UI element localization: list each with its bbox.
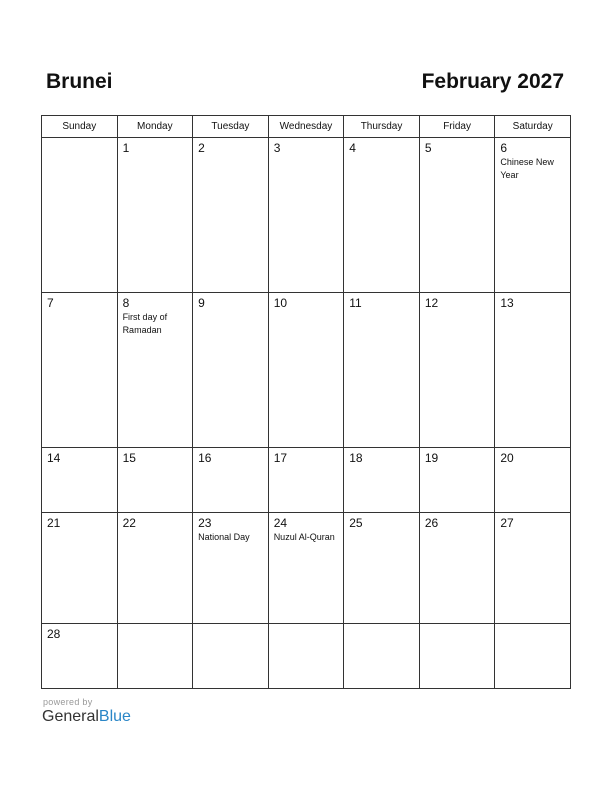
day-cell — [268, 447, 344, 512]
day-number: 8 — [122, 295, 130, 310]
day-number: 18 — [349, 450, 363, 465]
day-number: 19 — [424, 450, 439, 465]
day-cell — [344, 513, 420, 623]
day-number: 1 — [122, 141, 130, 155]
day-cell — [344, 623, 420, 688]
day-number: 9 — [198, 295, 205, 310]
day-number: 22 — [122, 516, 136, 531]
weekday-header-row — [42, 116, 571, 138]
day-cell — [419, 513, 495, 623]
day-cell — [268, 292, 344, 447]
day-number: 26 — [424, 516, 439, 531]
week-row — [42, 138, 571, 293]
day-number: 25 — [349, 516, 363, 531]
day-number: 24 — [273, 516, 288, 531]
day-number: 23 — [198, 516, 212, 531]
week-row — [42, 513, 571, 623]
week-row — [42, 447, 571, 512]
calendar-grid — [41, 115, 571, 689]
day-cell — [117, 623, 193, 688]
day-number: 17 — [273, 450, 288, 465]
day-cell — [419, 138, 495, 293]
day-cell — [193, 292, 269, 447]
day-cell — [344, 138, 420, 293]
day-cell — [495, 623, 571, 688]
day-cell — [42, 447, 118, 512]
day-cell — [117, 447, 193, 512]
brand-part2: Blue — [98, 708, 131, 725]
day-number: 10 — [273, 295, 288, 310]
day-cell — [42, 138, 118, 293]
day-cell — [268, 623, 344, 688]
week-row — [42, 292, 571, 447]
day-cell — [495, 513, 571, 623]
weekday-header: Thursday — [344, 116, 420, 138]
day-cell — [495, 447, 571, 512]
country-title: Brunei — [46, 70, 113, 93]
day-number: 5 — [424, 141, 432, 155]
month-title: February 2027 — [421, 70, 564, 93]
day-number: 14 — [47, 450, 61, 465]
holiday-label: First day of Ramadan — [122, 311, 168, 335]
day-cell — [344, 292, 420, 447]
day-number: 11 — [349, 295, 362, 310]
holiday-label: Nuzul Al-Quran — [273, 532, 335, 543]
weekday-header: Saturday — [495, 116, 571, 138]
day-number: 16 — [198, 450, 212, 465]
weekday-header: Wednesday — [268, 116, 344, 138]
day-number: 13 — [500, 295, 514, 310]
day-number: 12 — [424, 295, 439, 310]
day-cell — [419, 447, 495, 512]
day-cell — [42, 513, 118, 623]
weekday-header: Monday — [117, 116, 193, 138]
day-cell — [42, 292, 118, 447]
weekday-header: Tuesday — [193, 116, 269, 138]
day-cell — [419, 292, 495, 447]
day-number: 27 — [500, 516, 514, 531]
day-number: 3 — [273, 141, 281, 155]
holiday-label: Chinese New Year — [500, 157, 554, 180]
weekday-header: Friday — [419, 116, 495, 138]
day-cell — [193, 513, 269, 623]
powered-by-label: powered by — [43, 697, 93, 707]
day-number: 7 — [47, 295, 54, 310]
generalblue-logo — [42, 708, 131, 726]
day-number: 21 — [47, 516, 61, 531]
day-cell — [193, 623, 269, 688]
day-cell — [193, 138, 269, 293]
day-cell — [42, 623, 118, 688]
day-number: 28 — [47, 626, 61, 641]
day-number: 4 — [349, 141, 356, 155]
day-cell — [344, 447, 420, 512]
day-number: 2 — [198, 141, 205, 155]
week-row — [42, 623, 571, 688]
day-cell — [117, 292, 193, 447]
day-number: 6 — [500, 141, 508, 155]
day-cell — [268, 513, 344, 623]
holiday-label: National Day — [198, 532, 250, 543]
day-cell — [193, 447, 269, 512]
day-cell — [495, 138, 571, 293]
weekday-header: Sunday — [42, 116, 118, 138]
day-cell — [117, 513, 193, 623]
day-number: 20 — [500, 450, 514, 465]
brand-part1: General — [42, 708, 99, 725]
day-cell — [419, 623, 495, 688]
day-number: 15 — [122, 450, 136, 465]
day-cell — [117, 138, 193, 293]
day-cell — [495, 292, 571, 447]
day-cell — [268, 138, 344, 293]
